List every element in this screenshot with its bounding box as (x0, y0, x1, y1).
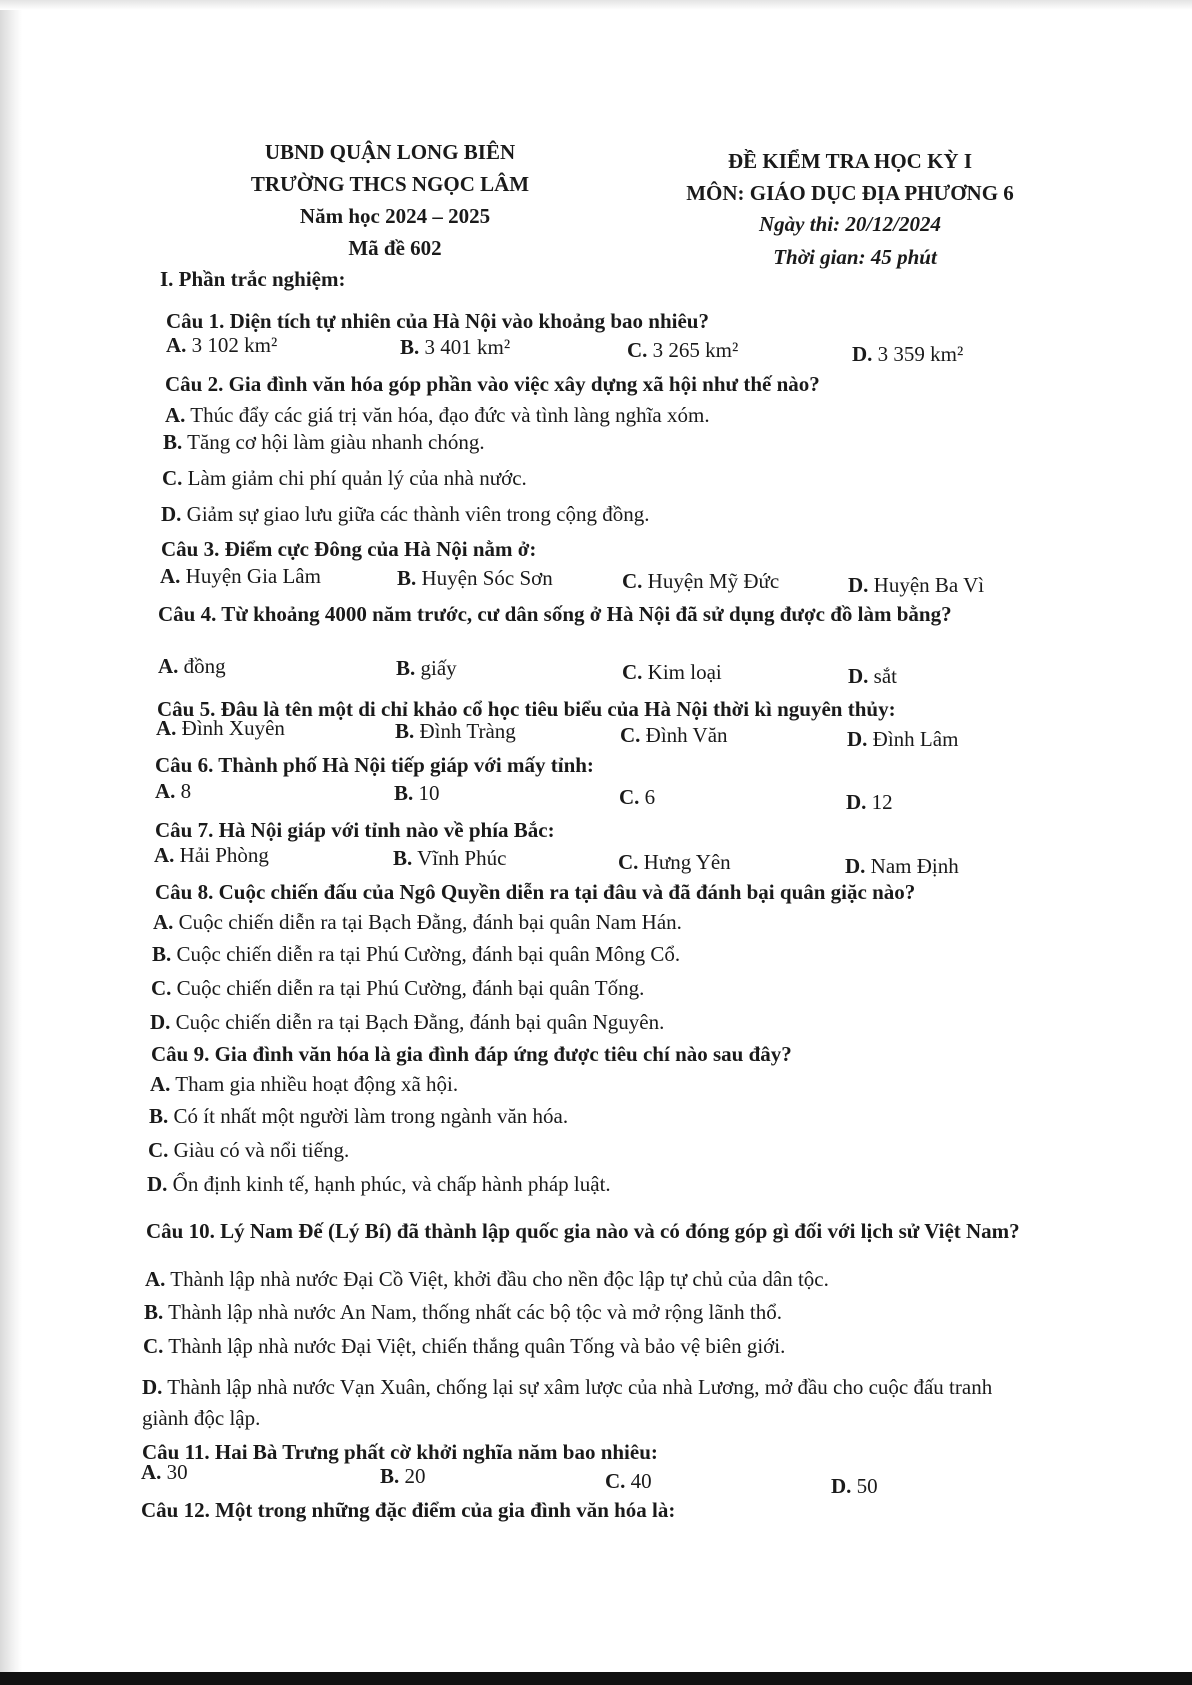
option-2d: D. Giảm sự giao lưu giữa các thành viên trong cộng đồng. (161, 502, 650, 526)
option-4c: C. Kim loại (622, 660, 722, 684)
option-1c: C. 3 265 km² (627, 338, 739, 362)
option-2c: C. Làm giảm chi phí quản lý của nhà nước. (162, 466, 527, 490)
section-title: I. Phần trắc nghiệm: (160, 267, 346, 291)
question-8: Câu 8. Cuộc chiến đấu của Ngô Quyền diễn ra tại đâu và đã đánh bại quân giặc nào? (155, 880, 916, 904)
option-5a: A. Đình Xuyên (156, 716, 285, 740)
option-11a: A. 30 (141, 1460, 188, 1484)
question-2: Câu 2. Gia đình văn hóa góp phần vào việc xây dựng xã hội như thế nào? (165, 372, 820, 396)
option-3b: B. Huyện Sóc Sơn (397, 566, 553, 590)
header-exam-date: Ngày thi: 20/12/2024 (759, 212, 941, 236)
option-7d: D. Nam Định (845, 854, 959, 878)
option-5b: B. Đình Tràng (395, 719, 516, 743)
option-1b: B. 3 401 km² (400, 335, 511, 359)
question-10: Câu 10. Lý Nam Đế (Lý Bí) đã thành lập quốc gia nào và có đóng góp gì đối với lịch sử Việt Nam? (146, 1219, 1020, 1243)
option-3a: A. Huyện Gia Lâm (160, 564, 321, 588)
option-6c: C. 6 (619, 785, 656, 809)
header-exam-title: ĐỀ KIỂM TRA HỌC KỲ I (727, 149, 973, 173)
question-5: Câu 5. Đâu là tên một di chỉ khảo cổ học tiêu biểu của Hà Nội thời kì nguyên thủy: (157, 697, 896, 721)
option-1a: A. 3 102 km² (166, 333, 278, 357)
question-1: Câu 1. Diện tích tự nhiên của Hà Nội vào khoảng bao nhiêu? (166, 309, 709, 333)
question-7: Câu 7. Hà Nội giáp với tỉnh nào về phía Bắc: (155, 818, 555, 842)
option-6d: D. 12 (846, 790, 893, 814)
question-12: Câu 12. Một trong những đặc điểm của gia đình văn hóa là: (141, 1498, 676, 1522)
option-1d: D. 3 359 km² (852, 342, 964, 366)
option-4a: A. đồng (158, 654, 226, 678)
option-8d: D. Cuộc chiến diễn ra tại Bạch Đằng, đánh bại quân Nguyên. (150, 1010, 665, 1034)
option-2b: B. Tăng cơ hội làm giàu nhanh chóng. (163, 430, 485, 454)
option-11b: B. 20 (380, 1464, 426, 1488)
header-exam-duration: Thời gian: 45 phút (773, 245, 937, 269)
header-school: TRƯỜNG THCS NGỌC LÂM (250, 172, 530, 196)
question-6: Câu 6. Thành phố Hà Nội tiếp giáp với mấy tỉnh: (155, 753, 594, 777)
option-10c: C. Thành lập nhà nước Đại Việt, chiến thắng quân Tống và bảo vệ biên giới. (143, 1334, 786, 1358)
option-4b: B. giấy (396, 656, 457, 680)
option-10b: B. Thành lập nhà nước An Nam, thống nhất các bộ tộc và mở rộng lãnh thổ. (144, 1300, 782, 1324)
option-7c: C. Hưng Yên (618, 850, 731, 874)
option-2a: A. Thúc đẩy các giá trị văn hóa, đạo đức và tình làng nghĩa xóm. (165, 403, 710, 427)
question-4: Câu 4. Từ khoảng 4000 năm trước, cư dân sống ở Hà Nội đã sử dụng được đồ làm bằng? (158, 602, 952, 626)
option-8c: C. Cuộc chiến diễn ra tại Phú Cường, đánh bại quân Tống. (151, 976, 645, 1000)
option-6b: B. 10 (394, 781, 440, 805)
option-11d: D. 50 (831, 1474, 878, 1498)
option-5c: C. Đình Văn (620, 723, 728, 747)
option-8b: B. Cuộc chiến diễn ra tại Phú Cường, đánh bại quân Mông Cổ. (152, 942, 681, 966)
header-subject: MÔN: GIÁO DỤC ĐỊA PHƯƠNG 6 (686, 181, 1014, 205)
header-exam-code: Mã đề 602 (348, 236, 442, 260)
option-9d: D. Ổn định kinh tế, hạnh phúc, và chấp hành pháp luật. (147, 1172, 611, 1196)
option-10a: A. Thành lập nhà nước Đại Cồ Việt, khởi đầu cho nền độc lập tự chủ của dân tộc. (145, 1267, 829, 1291)
option-6a: A. 8 (155, 779, 192, 803)
option-4d: D. sắt (848, 664, 897, 688)
option-9a: A. Tham gia nhiều hoạt động xã hội. (150, 1072, 459, 1096)
question-11: Câu 11. Hai Bà Trưng phất cờ khởi nghĩa năm bao nhiêu: (142, 1440, 658, 1464)
option-8a: A. Cuộc chiến diễn ra tại Bạch Đằng, đánh bại quân Nam Hán. (153, 910, 682, 934)
question-3: Câu 3. Điểm cực Đông của Hà Nội nằm ở: (161, 537, 537, 561)
option-9c: C. Giàu có và nổi tiếng. (148, 1138, 350, 1162)
header-district: UBND QUẬN LONG BIÊN (264, 140, 516, 164)
header-school-year: Năm học 2024 – 2025 (299, 204, 491, 228)
option-10d: D. Thành lập nhà nước Vạn Xuân, chống lại sự xâm lược của nhà Lương, mở đầu cho cuộc đấu tranh giành độc lập. (142, 1375, 993, 1430)
option-3c: C. Huyện Mỹ Đức (622, 569, 780, 593)
question-9: Câu 9. Gia đình văn hóa là gia đình đáp ứng được tiêu chí nào sau đây? (151, 1042, 792, 1066)
option-5d: D. Đình Lâm (847, 727, 959, 751)
option-11c: C. 40 (605, 1469, 652, 1493)
option-7a: A. Hải Phòng (154, 843, 269, 867)
option-3d: D. Huyện Ba Vì (848, 573, 985, 597)
option-7b: B. Vĩnh Phúc (393, 846, 507, 870)
option-9b: B. Có ít nhất một người làm trong ngành văn hóa. (149, 1104, 569, 1128)
